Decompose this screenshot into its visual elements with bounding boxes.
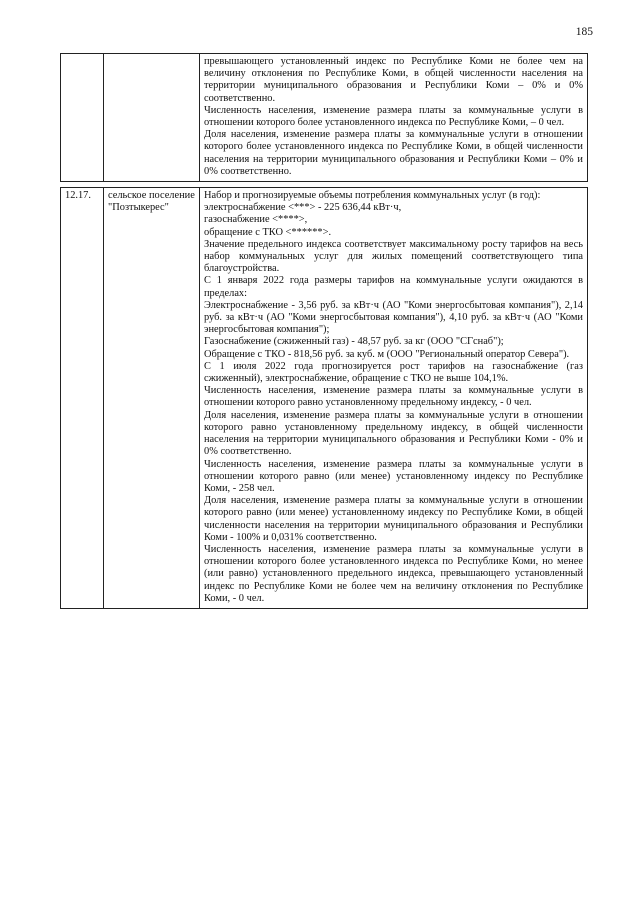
paragraph: обращение с ТКО <******>. — [204, 226, 332, 238]
paragraph: С 1 июля 2022 года прогнозируется рост тарифов на газоснабжение (газ сжиженный), электроснабжение, обращение с ТКО не выше 104,1%. — [204, 360, 583, 385]
municipality-name-cell: сельское поселение "Позтыкерес" — [104, 188, 200, 609]
paragraph: С 1 января 2022 года размеры тарифов на коммунальные услуги ожидаются в пределах: — [204, 275, 583, 299]
paragraph: превышающего установленный индекс по Республике Коми не более чем на величину отклонения по Республике Коми, в общей численности населения на территории муниципального образования и Республики Коми – 0% и 0% соответственно. — [204, 56, 583, 104]
paragraph: Набор и прогнозируемые объемы потребления коммунальных услуг (в год): — [204, 190, 541, 202]
paragraph: Численность населения, изменение размера платы за коммунальные услуги в отношении которого равно установленному предельному индексу, - 0 чел. — [204, 385, 583, 409]
paragraph: Значение предельного индекса соответствует максимальному росту тарифов на весь набор коммунальных услуг для жилых помещений соответствующего типа благоустройства. — [204, 238, 583, 275]
table-row — [61, 54, 588, 182]
row-number-cell: 12.17. — [61, 188, 104, 609]
municipality-name-cell — [104, 54, 200, 182]
document-table — [60, 53, 588, 609]
paragraph: Обращение с ТКО - 818,56 руб. за куб. м (ООО "Региональный оператор Севера"). — [204, 348, 570, 360]
content-cell — [200, 54, 588, 182]
page-number: 185 — [575, 26, 593, 38]
paragraph: Доля населения, изменение размера платы за коммунальные услуги в отношении которого равно установленному предельному индексу, в общей численности населения на территории муниципального образования и Республики Коми - 0% и 0% соответственно. — [204, 409, 583, 458]
paragraph: Численность населения, изменение размера платы за коммунальные услуги в отношении которого равно (или менее) установленному индексу по Республике Коми, - 258 чел. — [204, 458, 583, 494]
content-cell — [200, 188, 588, 609]
paragraph: Численность населения, изменение размера платы за коммунальные услуги в отношении которого более установленного индекса по Республике Коми, но менее (или равно) установленного предельного индекса, превышающего установленный индекс по Республике Коми не более чем на величину отклонения по Республике Коми, - 0 чел. — [204, 543, 583, 604]
paragraph: электроснабжение <***> - 225 636,44 кВт·ч, — [204, 202, 402, 214]
paragraph: Численность населения, изменение размера платы за коммунальные услуги в отношении которого более установленного индекса по Республике Коми, – 0 чел. — [204, 104, 583, 129]
paragraph: газоснабжение <****>, — [204, 214, 308, 226]
table-row — [61, 188, 588, 609]
paragraph: Доля населения, изменение размера платы за коммунальные услуги в отношении которого более установленного индекса по Республике Коми, в общей численности населения на территории муниципального образования и Республики Коми – 0% и 0% соответственно. — [204, 129, 583, 177]
paragraph: Электроснабжение - 3,56 руб. за кВт·ч (АО "Коми энергосбытовая компания"), 2,14 руб. за кВт·ч (АО "Коми энергосбытовая компания"), 4,10 руб. за кВт·ч (АО "Коми энергосбытовая компания"); — [204, 299, 583, 336]
row-number-cell — [61, 54, 104, 182]
paragraph: Доля населения, изменение размера платы за коммунальные услуги в отношении которого равно (или менее) установленному индексу по Республике Коми, в общей численности населения на территории муниципального образования и Республики Коми - 100% и 0,031% соответственно. — [204, 495, 583, 543]
paragraph: Газоснабжение (сжиженный газ) - 48,57 руб. за кг (ООО "СГснаб"); — [204, 336, 504, 348]
